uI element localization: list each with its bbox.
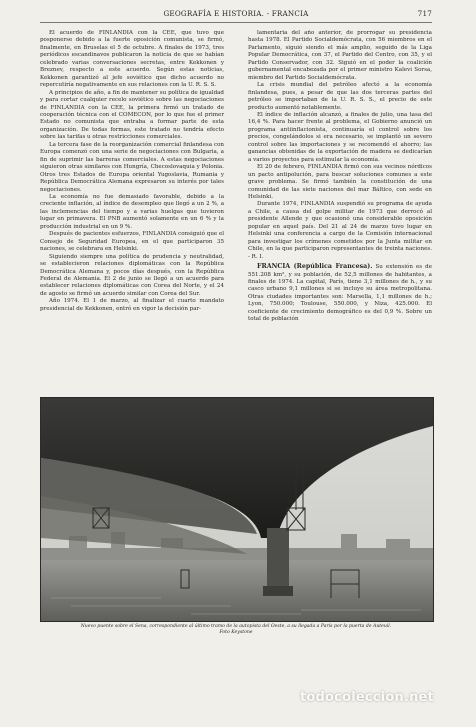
paragraph: El acuerdo de FINLANDIA con la CEE, que tuvo que posponerse debido a la fuerte oposición comunista, se firmó, finalmente, en Bruselas el 5 de octubre. A finales de 1973, tres periódicos escandinavos publicaron la noticia de que se habían celebrado varias conversaciones secretas, entre Kekkonen y Breznev, respecto a este acuerdo. Según estas noticias, Kekkonen garantizó al jefe soviético que dicho acuerdo no repercutiría negativamente en sus relaciones con la U. R. S. S. [40, 30, 224, 89]
section-heading-france: FRANCIA (República Francesa). [257, 263, 373, 271]
header-rule [40, 22, 432, 23]
paragraph: El índice de inflación alcanzó, a finales de julio, una tasa del 16,4 %. Para hacer frente al problema, el Gobierno anunció un programa antiinflacionista, continuaría el control sobre los precios, congelándolos si era necesario, se implantó un severo control sobre las importaciones y se recomendó el ahorro; las ganancias obtenidas de la exportación de madera se dedicarían a varios proyectos para estimular la economía. [248, 111, 432, 163]
photo-caption [40, 624, 432, 636]
running-header [40, 9, 432, 21]
paragraph: Siguiendo siempre una política de prudencia y neutralidad, se establecieron relaciones diplomáticas con la República Democrática Alemana y, pocos días después, con la República Federal de Alemania. El 2 de junio se llegó a un acuerdo para establecer relaciones diplomáticas con Corea del Norte, y el 24 de agosto se firmó un acuerdo similar con Corea del Sur. [40, 253, 224, 297]
paragraph: Año 1974. El 1 de marzo, al finalizar el cuarto mandato presidencial de Kekkonen, entró en vigor la decisión par- [40, 298, 224, 312]
left-column [40, 30, 224, 392]
page-number: 717 [417, 9, 432, 18]
bridge-photo-illustration [41, 398, 433, 621]
right-column [248, 30, 432, 392]
header-title: GEOGRAFÍA E HISTORIA. - FRANCIA [163, 9, 309, 18]
france-intro-text: Su extensión es de 551.208 km², y su población, de 52,5 millones de habitantes, a finales de 1974. La capital, París, tiene 3,1 millones de h., y su casco urbano 9,1 millones si se incluye su área metropolitana. Otras ciudades importantes son: Marsella, 1,1 millones de h.; Lyon, 750.000; Toulouse, 550.000, y Niza, 425.000. El coeficiente de crecimiento demográfico es del 0,9 %. Sobre un total de población [248, 264, 432, 323]
paragraph: Después de pacientes esfuerzos, FINLANDIA consiguió que el Consejo de Seguridad Europea, en el que participaron 35 naciones, se celebrara en Helsinki. [40, 231, 224, 253]
france-section [248, 263, 432, 324]
photo-credit: Foto Keystone [219, 630, 253, 636]
bridge-photo [40, 397, 434, 622]
caption-text: Nuevo puente sobre el Sena, correspondiente al último tramo de la autopista del Oeste, a su llegada a París por la puerta de Auteuil. [80, 624, 392, 629]
paragraph: La economía no fue demasiado favorable, debido a la creciente inflación, al índice de desempleo que llegó a un 2 %, a las inclemencias del tiempo y a varias huelgas que tuvieron lugar en primavera. El PNB aumentó solamente en un 6 % y la producción industrial en un 9 %. [40, 193, 224, 230]
paragraph: A principios de año, a fin de mantener su política de igualdad y para cortar cualquier recelo soviético sobre las negociaciones de FINLANDIA con la CEE, la primera firmó un tratado de cooperación técnica con el COMECON, por lo que fue el primer Estado no comunista que entraba a formar parte de esta organización. De todas formas, este tratado no tendría efecto sobre las tarifas u otras restricciones comerciales. [40, 89, 224, 141]
paragraph: La tercera fase de la reorganización comercial finlandesa con Europa comenzó con una serie de negociaciones con Bulgaria, a fin de suprimir las barreras comerciales. A estas negociaciones siguieron otras similares con Hungría, Checoslovaquia y Polonia. Otros tres Estados de Europa oriental Yugoslavia, Rumania y República Democrática Alemana expresaron su interés por tales negociaciones. [40, 141, 224, 193]
paragraph: Durante 1974, FINLANDIA suspendió su programa de ayuda a Chile, a causa del golpe militar de 1973 que derrocó al presidente Allende y que ocasionó una considerable oposición popular en aquel país. Del 21 al 24 de marzo tuvo lugar en Helsinki una conferencia a cargo de la Comisión internacional para investigar los crímenes cometidos por la Junta militar en Chile, en la que participaron representantes de treinta naciones. - R. I. [248, 201, 432, 260]
paragraph: lamentaria del año anterior, de prorrogar su presidencia hasta 1978. El Partido Socialdemócrata, con 56 miembros en el Parlamento, siguió siendo el más amplio, seguido de la Liga Popular Democrática, con 37, el Partido del Centro, con 35, y el Partido Conservador, con 32. Siguió en el poder la coalición gubernamental encabezada por el primer ministro Kalevi Sorsa, miembro del Partido Socialdemócrata. [248, 30, 432, 81]
paragraph: La crisis mundial del petróleo afectó a la economía finlandesa, pues, a pesar de que las dos terceras partes del petróleo se importaban de la U. R. S. S., el precio de este producto aumentó notablemente. [248, 82, 432, 111]
site-watermark: todocoleccion.net [300, 690, 434, 705]
paragraph: El 20 de febrero, FINLANDIA firmó con sus vecinos nórdicos un pacto antipolución, para buscar soluciones comunes a este grave problema. Se firmó también la constitución de una comunidad de las siete naciones del mar Báltico, con sede en Helsinki. [248, 164, 432, 200]
